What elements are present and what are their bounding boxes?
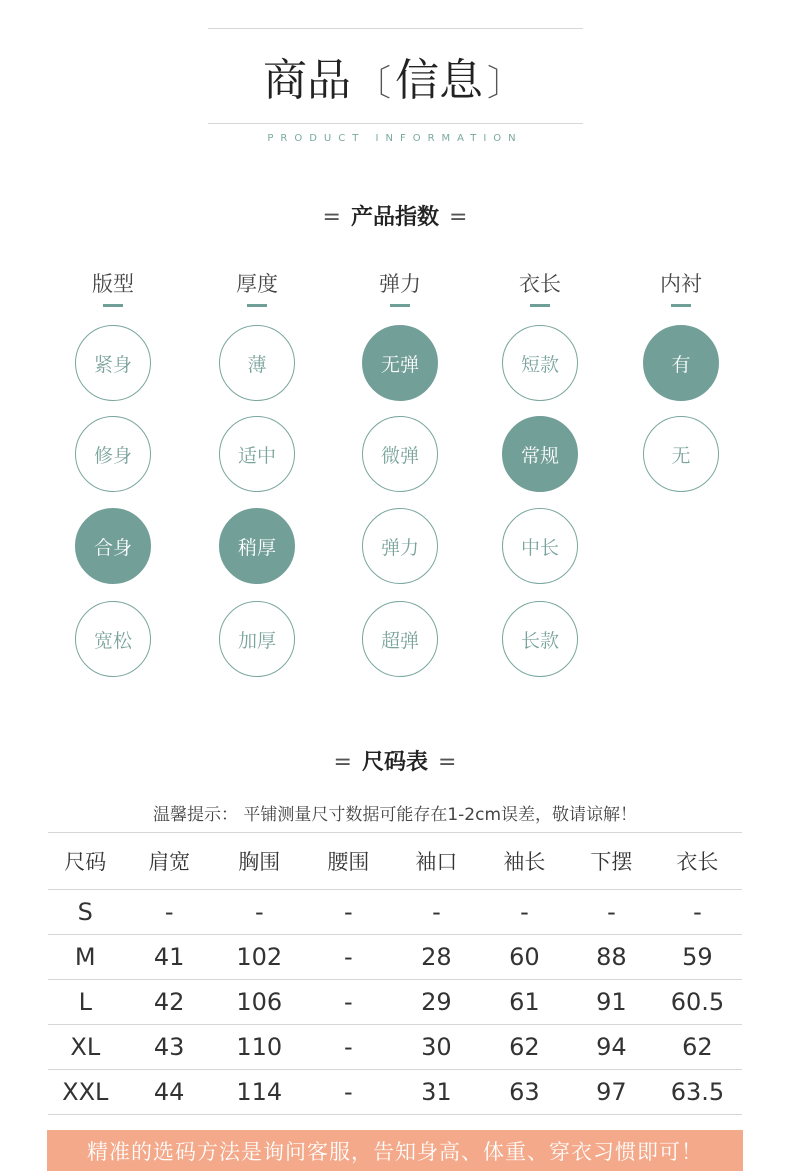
size-heading xyxy=(0,745,790,776)
table-cell: 42 xyxy=(123,980,216,1025)
table-cell: 97 xyxy=(570,1070,653,1115)
table-cell: 28 xyxy=(394,935,479,980)
size-column-header: 下摆 xyxy=(570,833,653,890)
size-table-header xyxy=(48,833,742,890)
index-column-label-text: 内衬 xyxy=(660,272,702,296)
table-cell: 88 xyxy=(570,935,653,980)
size-column-header: 尺码 xyxy=(48,833,123,890)
table-cell: - xyxy=(303,1025,394,1070)
index-column-label xyxy=(330,268,470,307)
header-bottom-rule xyxy=(208,123,583,124)
table-cell: 41 xyxy=(123,935,216,980)
table-cell: 114 xyxy=(216,1070,303,1115)
index-option-selected: 有 xyxy=(643,325,719,401)
index-column-label-text: 厚度 xyxy=(236,272,278,296)
index-column-label xyxy=(187,268,327,307)
label-underline xyxy=(103,304,123,307)
footer-banner: 精准的选码方法是询问客服，告知身高、体重、穿衣习惯即可！ xyxy=(47,1130,743,1171)
size-column-header: 腰围 xyxy=(303,833,394,890)
deco-right: = xyxy=(449,205,468,230)
index-option: 短款 xyxy=(502,325,578,401)
table-cell: 60.5 xyxy=(653,980,742,1025)
size-tip: 温馨提示： 平铺测量尺寸数据可能存在1-2cm误差，敬请谅解！ xyxy=(152,805,638,825)
index-option: 弹力 xyxy=(362,508,438,584)
index-option: 超弹 xyxy=(362,601,438,677)
table-cell: - xyxy=(303,935,394,980)
table-cell: 63 xyxy=(479,1070,570,1115)
table-cell: 44 xyxy=(123,1070,216,1115)
index-option: 长款 xyxy=(502,601,578,677)
size-column-header: 肩宽 xyxy=(123,833,216,890)
size-column-header: 衣长 xyxy=(653,833,742,890)
index-option: 薄 xyxy=(219,325,295,401)
label-underline xyxy=(390,304,410,307)
title-sub: 信息 xyxy=(395,55,483,106)
index-option: 适中 xyxy=(219,416,295,492)
table-cell: - xyxy=(479,890,570,935)
table-row xyxy=(48,1070,742,1115)
index-column-label xyxy=(43,268,183,307)
size-heading-text: 尺码表 xyxy=(361,750,428,775)
table-cell: 31 xyxy=(394,1070,479,1115)
index-column-label xyxy=(470,268,610,307)
table-cell: - xyxy=(123,890,216,935)
table-cell: 94 xyxy=(570,1025,653,1070)
table-cell: - xyxy=(653,890,742,935)
size-column-header: 袖长 xyxy=(479,833,570,890)
table-cell: 91 xyxy=(570,980,653,1025)
table-row xyxy=(48,890,742,935)
index-column-label-text: 衣长 xyxy=(519,272,561,296)
page-title xyxy=(0,52,790,110)
table-cell: - xyxy=(303,980,394,1025)
index-heading-text: 产品指数 xyxy=(350,205,439,230)
deco-right: = xyxy=(438,750,457,775)
index-column-label xyxy=(611,268,751,307)
table-cell: 29 xyxy=(394,980,479,1025)
table-cell: M xyxy=(48,935,123,980)
index-option: 紧身 xyxy=(75,325,151,401)
page-subtitle: PRODUCT INFORMATION xyxy=(267,133,523,144)
size-table xyxy=(48,832,742,1115)
header-top-rule xyxy=(208,28,583,29)
index-option: 加厚 xyxy=(219,601,295,677)
title-bracket-close: 〕 xyxy=(487,63,524,104)
index-option: 宽松 xyxy=(75,601,151,677)
table-cell: 110 xyxy=(216,1025,303,1070)
index-option-selected: 稍厚 xyxy=(219,508,295,584)
table-row xyxy=(48,1025,742,1070)
size-column-header: 袖口 xyxy=(394,833,479,890)
table-cell: - xyxy=(303,890,394,935)
table-cell: 102 xyxy=(216,935,303,980)
table-cell: 59 xyxy=(653,935,742,980)
table-cell: L xyxy=(48,980,123,1025)
index-heading xyxy=(0,200,790,231)
title-bracket-open: 〔 xyxy=(354,63,391,104)
label-underline xyxy=(671,304,691,307)
index-option: 无 xyxy=(643,416,719,492)
table-cell: - xyxy=(394,890,479,935)
table-cell: 61 xyxy=(479,980,570,1025)
table-cell: - xyxy=(303,1070,394,1115)
table-row xyxy=(48,980,742,1025)
table-cell: 106 xyxy=(216,980,303,1025)
table-cell: 63.5 xyxy=(653,1070,742,1115)
table-cell: XL xyxy=(48,1025,123,1070)
deco-left: = xyxy=(322,205,341,230)
table-cell: 30 xyxy=(394,1025,479,1070)
index-option-selected: 常规 xyxy=(502,416,578,492)
index-option-selected: 无弹 xyxy=(362,325,438,401)
size-column-header: 胸围 xyxy=(216,833,303,890)
table-cell: 62 xyxy=(653,1025,742,1070)
table-cell: 43 xyxy=(123,1025,216,1070)
table-cell: - xyxy=(216,890,303,935)
title-main: 商品 xyxy=(262,55,351,106)
deco-left: = xyxy=(333,750,352,775)
table-cell: S xyxy=(48,890,123,935)
index-column-label-text: 弹力 xyxy=(379,272,421,296)
table-row xyxy=(48,935,742,980)
table-cell: 62 xyxy=(479,1025,570,1070)
table-cell: - xyxy=(570,890,653,935)
table-cell: XXL xyxy=(48,1070,123,1115)
index-option: 修身 xyxy=(75,416,151,492)
label-underline xyxy=(530,304,550,307)
index-option-selected: 合身 xyxy=(75,508,151,584)
index-option: 中长 xyxy=(502,508,578,584)
table-cell: 60 xyxy=(479,935,570,980)
index-option: 微弹 xyxy=(362,416,438,492)
index-column-label-text: 版型 xyxy=(92,272,134,296)
label-underline xyxy=(247,304,267,307)
